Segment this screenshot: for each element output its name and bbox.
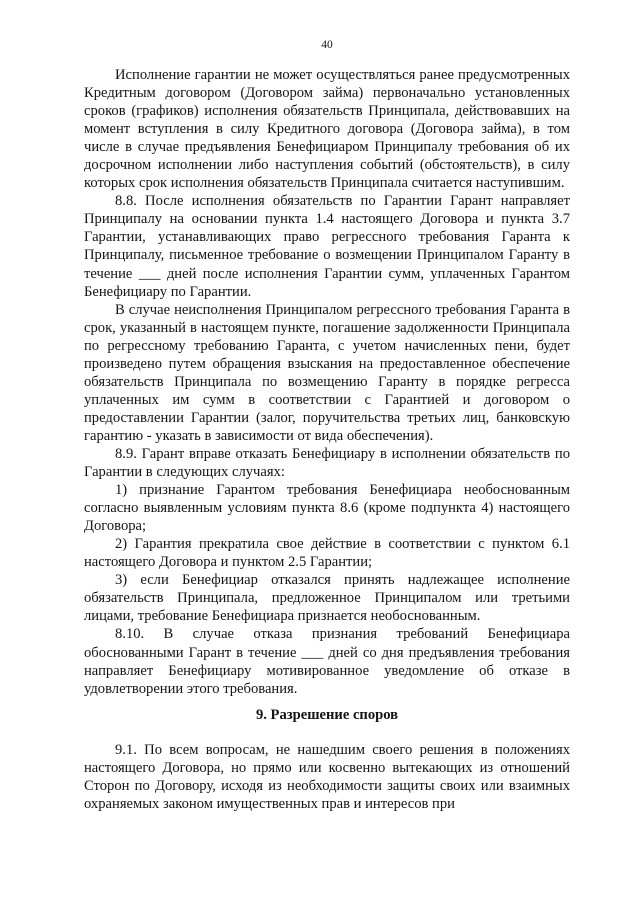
list-item-8-9-2: 2) Гарантия прекратила свое действие в соответствии с пунктом 6.1 настоящего Договора и пунктом 2.5 Гарантии; xyxy=(84,536,570,571)
section-heading-dispute-resolution: 9. Разрешение споров xyxy=(255,706,399,723)
paragraph-8-10: 8.10. В случае отказа признания требований Бенефициара обоснованными Гарант в течение ___ дней со дня предъявления требования направляет Бенефициару мотивированное уведомление об отказе в удовлетворении этого требования. xyxy=(84,626,570,697)
list-item-8-9-3: 3) если Бенефициар отказался принять надлежащее исполнение обязательств Принципала, предложенное Принципалом или третьими лицами, требование Бенефициара признается необоснованным. xyxy=(84,572,570,625)
page-number: 40 xyxy=(321,39,333,51)
paragraph-guarantee-execution: Исполнение гарантии не может осуществляться ранее предусмотренных Кредитным договором (Договором займа) первоначально установленных сроков (графиков) исполнения обязательств Принципала, действовавших на момент вступления в силу Кредитного договора (Договора займа), в том числе в случае предъявления Бенефициаром Принципалу требования об их досрочном исполнении либо наступления событий (обстоятельств), в силу которых срок исполнения обязательств Принципала считается наступившим. xyxy=(84,67,570,192)
paragraph-regress-nonfulfillment: В случае неисполнения Принципалом регрессного требования Гаранта в срок, указанный в настоящем пункте, погашение задолженности Принципала по регрессному требованию Гаранта, с учетом начисленных пени, будет произведено путем обращения взыскания на предоставленное обеспечение обязательств Принципала по возмещению Гаранту в порядке регресса уплаченных им сумм в соответствии с Гарантией и договором о предоставлении Гарантии (залог, поручительства третьих лиц, банковскую гарантию - указать в зависимости от вида обеспечения). xyxy=(84,301,570,444)
paragraph-8-8: 8.8. После исполнения обязательств по Гарантии Гарант направляет Принципалу на основании пункта 1.4 настоящего Договора и пункта 3.7 Гарантии, устанавливающих право регрессного требования Гаранта к Принципалу, письменное требование о возмещении Принципалом Гаранту в течение ___ дней после исполнения Гарантии сумм, уплаченных Гарантом Бенефициару по Гарантии. xyxy=(84,193,570,300)
list-item-8-9-1: 1) признание Гарантом требования Бенефициара необоснованным согласно выявленным условиям пункта 8.6 (кроме подпункта 4) настоящего Договора; xyxy=(84,482,570,535)
document-body xyxy=(84,66,570,813)
paragraph-8-9: 8.9. Гарант вправе отказать Бенефициару в исполнении обязательств по Гарантии в следующих случаях: xyxy=(84,445,570,481)
paragraph-9-1: 9.1. По всем вопросам, не нашедшим своего решения в положениях настоящего Договора, но прямо или косвенно вытекающих из отношений Сторон по Договору, исходя из необходимости защиты своих или взаимных охраняемых законом имущественных прав и интересов при xyxy=(84,741,570,812)
